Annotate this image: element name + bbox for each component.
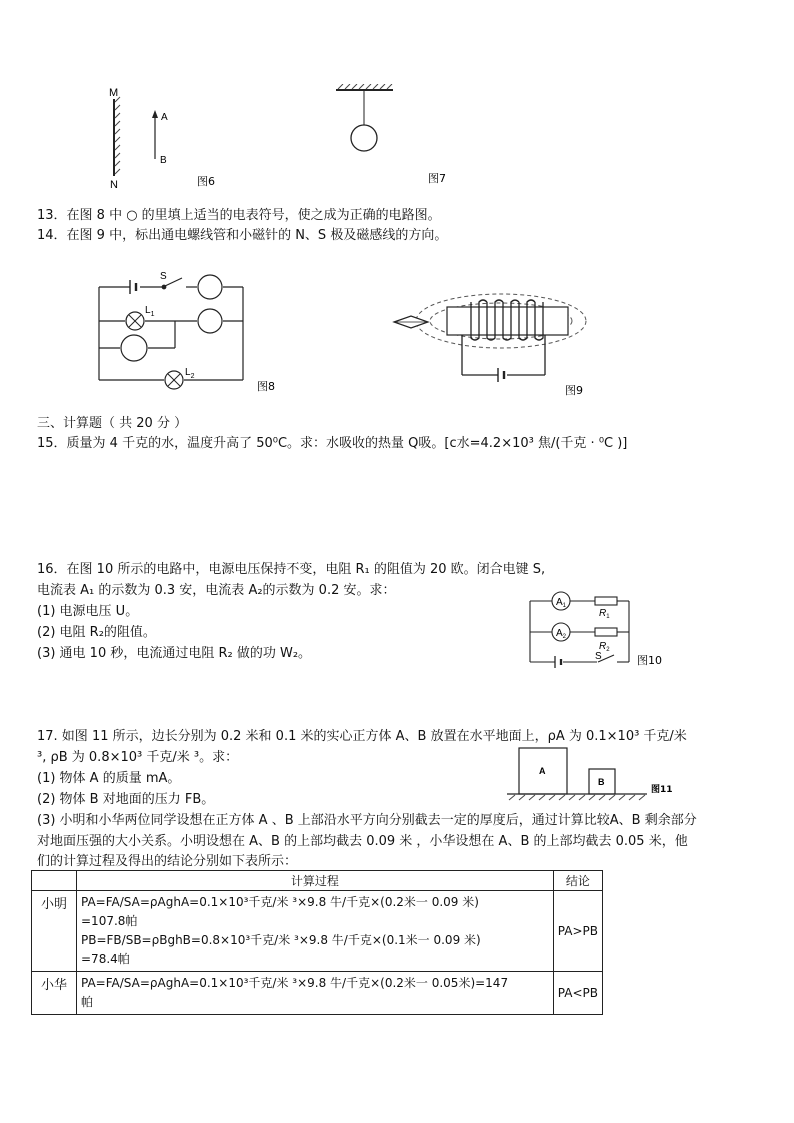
- student-name: 小明: [32, 891, 77, 972]
- calc-result: PA>PB: [553, 891, 602, 972]
- figure-8: [90, 268, 300, 398]
- resistor-r2: [595, 628, 617, 636]
- calc-process: [77, 891, 554, 972]
- fig8-label-l1: $L_1$: [145, 305, 155, 318]
- calc-line: PA=FA/SA=ρAghA=0.1×10³千克/米 ³×9.8 牛/千克×(0.2米一 0.05米)=147: [81, 976, 509, 990]
- fig8-label-l2: $L_2$: [185, 367, 195, 380]
- meter-circle-middle: [198, 309, 222, 333]
- question-16-line1: 16．在图 10 所示的电路中，电源电压保持不变，电阻 R₁ 的阻值为 20 欧。闭合电键 S,: [37, 562, 546, 577]
- question-14: 14．在图 9 中，标出通电螺线管和小磁针的 N、S 极及磁感线的方向。: [37, 228, 448, 243]
- table-header-row: [32, 871, 603, 891]
- solenoid-core: [447, 307, 568, 335]
- pendulum-ball: [351, 125, 377, 151]
- calc-line: PB=FB/SB=ρBghB=0.8×10³千克/米 ³×9.8 牛/千克×(0.1米一 0.09 米): [81, 933, 481, 947]
- calc-line: PA=FA/SA=ρAghA=0.1×10³千克/米 ³×9.8 牛/千克×(0.2米一 0.09 米): [81, 895, 479, 909]
- ammeter-a2-label: $A_2$: [556, 628, 567, 640]
- resistor-r1-label: $R_1$: [599, 608, 610, 620]
- ammeter-a1-label: $A_1$: [556, 597, 567, 609]
- cube-a-label: A: [539, 766, 546, 776]
- calc-line: 帕: [81, 995, 94, 1009]
- fig6-label-m: M: [109, 87, 119, 99]
- question-17-line2: ³, ρB 为 0.8×10³ 千克/米 ³。求：: [37, 750, 239, 765]
- question-17-part1: (1) 物体 A 的质量 mA。: [37, 771, 181, 786]
- calc-line: =107.8帕: [81, 914, 138, 928]
- figure-10: [525, 587, 675, 671]
- question-15: 15．质量为 4 千克的水，温度升高了 50⁰C。求：水吸收的热量 Q吸。[c水=4.2×10³ 焦/(千克 · ⁰C )]: [37, 436, 628, 451]
- table-row: [32, 972, 603, 1015]
- cube-b-label: B: [598, 777, 605, 787]
- question-17-part2: (2) 物体 B 对地面的压力 FB。: [37, 792, 215, 807]
- table-header-result: 结论: [553, 871, 602, 891]
- question-13: 13．在图 8 中 ○ 的里填上适当的电表符号，使之成为正确的电路图。: [37, 208, 441, 223]
- fig6-label-b: B: [160, 155, 167, 166]
- figure-6: [100, 84, 270, 192]
- table-header-blank: [32, 871, 77, 891]
- resistor-r1: [595, 597, 617, 605]
- figure-9: [385, 280, 600, 402]
- fig6-label-n: N: [110, 179, 118, 191]
- section-3-heading: 三、计算题（ 共 20 分 ）: [37, 416, 188, 431]
- meter-circle-lower: [121, 335, 147, 361]
- calc-result: PA<PB: [553, 972, 602, 1015]
- fig6-caption: 图6: [197, 175, 215, 188]
- question-16-part3: (3) 通电 10 秒，电流通过电阻 R₂ 做的功 W₂。: [37, 646, 312, 661]
- resistor-r2-label: $R_2$: [599, 641, 610, 653]
- meter-circle-top: [198, 275, 222, 299]
- student-name: 小华: [32, 972, 77, 1015]
- fig8-label-s: S: [160, 271, 167, 282]
- fig8-caption: 图8: [257, 380, 275, 393]
- question-16-line2: 电流表 A₁ 的示数为 0.3 安，电流表 A₂的示数为 0.2 安。求：: [37, 583, 396, 598]
- fig10-label-s: S: [595, 651, 602, 662]
- figure-11: [505, 744, 695, 804]
- question-17-part3a: (3) 小明和小华两位同学设想在正方体 A 、B 上部沿水平方向分别截去一定的厚度后，通过计算比较A、B 剩余部分: [37, 813, 697, 828]
- table-header-process: 计算过程: [77, 871, 554, 891]
- question-16-part1: (1) 电源电压 U。: [37, 604, 139, 619]
- fig11-caption: 图11: [651, 785, 673, 795]
- fig6-label-a: A: [161, 112, 168, 123]
- question-17-part3b: 对地面压强的大小关系。小明设想在 A、B 的上部均截去 0.09 米 ，小华设想在 A、B 的上部均截去 0.05 米，他: [37, 834, 688, 849]
- table-row: [32, 891, 603, 972]
- fig7-caption: 图7: [428, 172, 446, 185]
- question-17-part3c: 们的计算过程及得出的结论分别如下表所示：: [37, 854, 298, 869]
- fig10-caption: 图10: [637, 654, 662, 667]
- calc-line: =78.4帕: [81, 952, 130, 966]
- fig9-caption: 图9: [565, 384, 583, 397]
- figure-7: [330, 84, 470, 188]
- calc-process: [77, 972, 554, 1015]
- calculation-table: [31, 870, 603, 1015]
- question-17-line1: 17. 如图 11 所示，边长分别为 0.2 米和 0.1 米的实心正方体 A、B 放置在水平地面上，ρA 为 0.1×10³ 千克/米: [37, 729, 687, 744]
- question-16-part2: (2) 电阻 R₂的阻值。: [37, 625, 156, 640]
